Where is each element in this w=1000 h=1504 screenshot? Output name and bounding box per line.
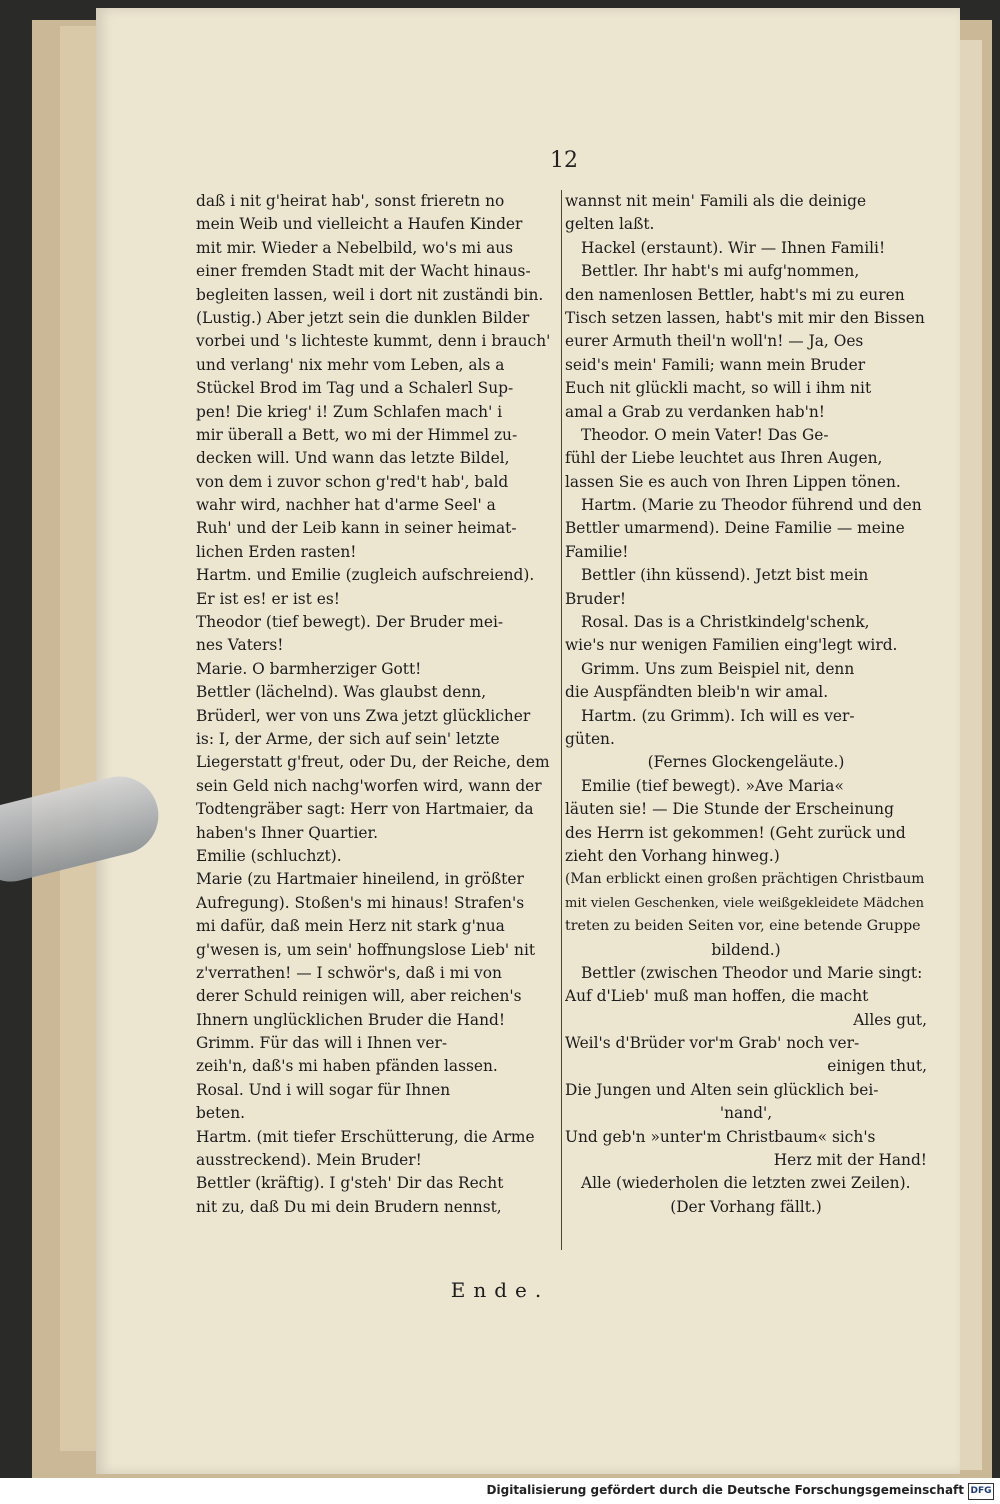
text-line: Er ist es! er ist es! — [196, 589, 340, 608]
text-line: Hartm. (mit tiefer Erschütterung, die Arme — [196, 1127, 535, 1146]
text-line: Emilie (tief bewegt). »Ave Maria« — [581, 776, 844, 795]
text-line: Bruder! — [565, 589, 627, 608]
text-line: mit vielen Geschenken, viele weißgekleidete Mädchen — [565, 895, 924, 911]
text-line: zeih'n, daß's mi haben pfänden lassen. — [196, 1057, 498, 1076]
text-line: Herz mit der Hand! — [773, 1151, 927, 1170]
text-line: mein Weib und vielleicht a Haufen Kinder — [196, 215, 523, 234]
text-line: den namenlosen Bettler, habt's mi zu euren — [565, 285, 905, 304]
text-line: Marie. O barmherziger Gott! — [196, 659, 422, 678]
text-line: Stückel Brod im Tag und a Schalerl Sup- — [196, 379, 514, 398]
text-line: Theodor (tief bewegt). Der Bruder mei- — [196, 613, 504, 632]
text-line: Bettler (lächelnd). Was glaubst denn, — [196, 683, 487, 702]
text-line: nes Vaters! — [196, 636, 284, 655]
text-line: Bettler (ihn küssend). Jetzt bist mein — [581, 566, 869, 585]
text-line: pen! Die krieg' i! Zum Schlafen mach' i — [196, 402, 503, 421]
text-line: einer fremden Stadt mit der Wacht hinaus- — [196, 262, 531, 281]
text-line: Weil's d'Brüder vor'm Grab' noch ver- — [565, 1034, 860, 1053]
text-line: amal a Grab zu verdanken hab'n! — [565, 402, 825, 421]
left-text-column — [196, 190, 556, 1219]
text-line: Marie (zu Hartmaier hineilend, in größter — [196, 870, 524, 889]
end-marker: Ende. — [450, 1278, 550, 1302]
text-line: beten. — [196, 1104, 246, 1123]
text-line: sein Geld nich nachg'worfen wird, wann der — [196, 776, 542, 795]
text-line: und verlang' nix mehr vom Leben, als a — [196, 355, 505, 374]
text-line: Familie! — [565, 542, 629, 561]
text-line: Theodor. O mein Vater! Das Ge- — [581, 425, 829, 444]
text-line: mir überall a Bett, wo mi der Himmel zu- — [196, 425, 518, 444]
text-line: Rosal. Und i will sogar für Ihnen — [196, 1080, 451, 1099]
text-line: vorbei und 's lichteste kummt, denn i brauch' — [196, 332, 551, 351]
text-line: seid's mein' Famili; wann mein Bruder — [565, 355, 866, 374]
text-line: Bettler (kräftig). I g'steh' Dir das Recht — [196, 1174, 504, 1193]
text-line: eurer Armuth theil'n woll'n! — Ja, Oes — [565, 332, 864, 351]
text-line: Und geb'n »unter'm Christbaum« sich's — [565, 1127, 876, 1146]
text-line: g'wesen is, um sein' hoffnungslose Lieb' nit — [196, 940, 536, 959]
text-line: fühl der Liebe leuchtet aus Ihren Augen, — [565, 449, 883, 468]
text-line: wannst nit mein' Famili als die deinige — [565, 192, 867, 210]
text-line: wie's nur wenigen Familien eing'legt wird. — [565, 636, 898, 655]
text-line: gelten laßt. — [565, 215, 655, 234]
text-line: Bettler. Ihr habt's mi aufg'nommen, — [581, 262, 860, 281]
text-line: Tisch setzen lassen, habt's mit mir den Bissen — [565, 308, 925, 327]
text-line: Hartm. und Emilie (zugleich aufschreiend). — [196, 566, 535, 585]
text-line: des Herrn ist gekommen! (Geht zurück und — [565, 823, 906, 842]
text-line: Hackel (erstaunt). Wir — Ihnen Famili! — [581, 238, 886, 257]
text-line: Die Jungen und Alten sein glücklich bei- — [565, 1080, 879, 1099]
text-line: bildend.) — [711, 940, 781, 959]
text-line: Emilie (schluchzt). — [196, 846, 342, 865]
text-line: ausstreckend). Mein Bruder! — [196, 1151, 422, 1170]
text-line: güten. — [565, 729, 615, 748]
text-line: Aufregung). Stoßen's mi hinaus! Strafen's — [196, 893, 525, 912]
text-line: wahr wird, nachher hat d'arme Seel' a — [196, 496, 496, 515]
text-line: 'nand', — [719, 1104, 773, 1123]
text-line: Grimm. Uns zum Beispiel nit, denn — [581, 659, 855, 678]
text-line: von dem i zuvor schon g'red't hab', bald — [196, 472, 509, 491]
text-line: haben's Ihner Quartier. — [196, 823, 379, 842]
footer-bar — [0, 1478, 1000, 1504]
text-line: z'verrathen! — I schwör's, daß i mi von — [196, 963, 502, 982]
column-divider — [561, 190, 562, 1250]
text-line: die Auspfändten bleib'n wir amal. — [565, 683, 829, 702]
text-line: (Lustig.) Aber jetzt sein die dunklen Bilder — [196, 308, 530, 327]
text-line: Todtengräber sagt: Herr von Hartmaier, da — [196, 800, 534, 819]
text-line: Brüderl, wer von uns Zwa jetzt glücklicher — [196, 706, 531, 725]
text-line: mit mir. Wieder a Nebelbild, wo's mi aus — [196, 238, 514, 257]
text-line: lassen Sie es auch von Ihren Lippen tönen. — [565, 472, 901, 491]
text-line: decken will. Und wann das letzte Bildel, — [196, 449, 510, 468]
text-line: Grimm. Für das will i Ihnen ver- — [196, 1034, 448, 1053]
text-line: (Man erblickt einen großen prächtigen Christbaum — [565, 871, 925, 888]
text-line: Hartm. (zu Grimm). Ich will es ver- — [581, 706, 855, 725]
text-line: einigen thut, — [827, 1057, 927, 1076]
text-line: Euch nit glückli macht, so will i ihm nit — [565, 379, 872, 398]
text-line: Rosal. Das is a Christkindelg'schenk, — [581, 613, 870, 632]
text-line: läuten sie! — Die Stunde der Erscheinung — [565, 800, 894, 819]
text-line: Alles gut, — [853, 1010, 927, 1029]
text-line: is: I, der Arme, der sich auf sein' letzte — [196, 729, 500, 748]
text-line: Ihnern unglücklichen Bruder die Hand! — [196, 1010, 506, 1029]
text-line: Bettler (zwischen Theodor und Marie singt: — [581, 963, 923, 982]
text-line: (Der Vorhang fällt.) — [670, 1197, 822, 1216]
footer-credit: Digitalisierung gefördert durch die Deutsche Forschungsgemeinschaft — [486, 1483, 964, 1497]
text-line: Bettler umarmend). Deine Familie — meine — [565, 519, 905, 538]
page-edge — [958, 40, 982, 1470]
text-line: lichen Erden rasten! — [196, 542, 357, 561]
text-line: mi dafür, daß mein Herz nit stark g'nua — [196, 917, 505, 936]
text-line: Liegerstatt g'freut, oder Du, der Reiche, dem — [196, 753, 550, 772]
text-line: daß i nit g'heirat hab', sonst frieretn no — [196, 192, 505, 210]
right-text-column — [565, 190, 927, 1219]
text-line: Ruh' und der Leib kann in seiner heimat- — [196, 519, 517, 538]
page-number: 12 — [550, 148, 578, 173]
text-line: derer Schuld reinigen will, aber reichen's — [196, 987, 522, 1006]
text-line: Auf d'Lieb' muß man hoffen, die macht — [565, 987, 869, 1006]
text-line: zieht den Vorhang hinweg.) — [565, 846, 780, 865]
text-line: begleiten lassen, weil i dort nit zuständi bin. — [196, 285, 544, 304]
text-line: Hartm. (Marie zu Theodor führend und den — [581, 496, 922, 515]
text-line: Alle (wiederholen die letzten zwei Zeilen). — [581, 1174, 911, 1193]
text-line: nit zu, daß Du mi dein Brudern nennst, — [196, 1197, 502, 1216]
text-line: (Fernes Glockengeläute.) — [647, 753, 845, 772]
back-page-leaf — [60, 26, 100, 1451]
text-line: treten zu beiden Seiten vor, eine betende Gruppe — [565, 918, 921, 935]
dfg-logo: DFG — [968, 1483, 994, 1500]
